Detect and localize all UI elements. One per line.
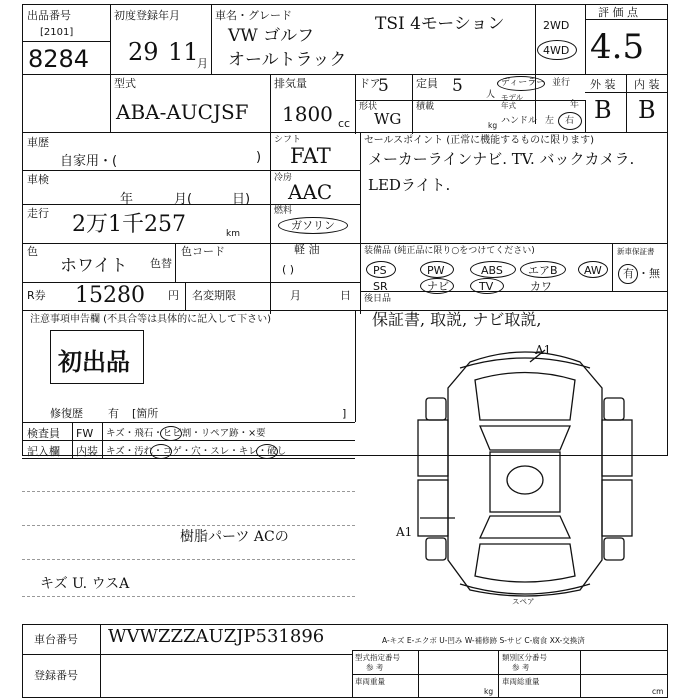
damage-legend: A-キズ E-エクボ U-凹み W-補修跡 S-サビ C-腐食 XX-交換済 — [382, 636, 585, 645]
inspection-month: 月( — [174, 192, 193, 207]
grid-line — [22, 74, 668, 75]
sales-points-label: セールスポイント (正常に機能するものに限ります) — [364, 135, 595, 146]
evaluation-score: 4.5 — [590, 27, 645, 67]
grid-line — [110, 4, 111, 132]
grid-line — [22, 41, 110, 42]
repair-value: 有 — [108, 407, 119, 420]
shape-value: WG — [374, 110, 402, 128]
type-designation-ref: 参 考 — [366, 663, 384, 672]
capacity-value: 5 — [452, 76, 463, 96]
grid-line — [412, 74, 413, 134]
aircon-label: 冷房 — [274, 173, 293, 183]
grid-line — [418, 650, 419, 698]
grid-line — [100, 624, 101, 698]
lot-label: 出品番号 — [27, 9, 71, 22]
model-year-unit: 年 — [570, 100, 580, 110]
remark-line1: 樹脂パーツ ACの — [180, 529, 289, 545]
exterior-grade: B — [594, 96, 612, 124]
grid-line — [612, 243, 613, 291]
mileage-label: 走行 — [27, 207, 49, 220]
grid-line — [355, 74, 356, 134]
grid-line — [22, 654, 352, 655]
grid-line — [22, 170, 360, 171]
equip-sr: SR — [373, 280, 388, 293]
vehicle-weight-label: 車両重量 — [355, 677, 385, 686]
name-change-label: 名変期限 — [192, 289, 236, 302]
drive-2wd: 2WD — [543, 19, 570, 32]
mileage-unit: km — [226, 229, 240, 239]
interior-grade: B — [638, 96, 656, 124]
vehicle-weight-unit: kg — [484, 687, 494, 696]
grid-line — [498, 650, 499, 698]
reg-number-label: 登録番号 — [34, 669, 78, 682]
equip-pw: PW — [427, 264, 445, 277]
gross-weight-unit: cm — [652, 687, 664, 696]
inspection-day: 日) — [232, 192, 251, 207]
lot-number: 8284 — [28, 45, 90, 73]
equip-leather: カワ — [530, 280, 552, 293]
model-year-label: モデル年式 — [501, 93, 524, 110]
remark-line — [22, 559, 355, 560]
accessories-value: 保証書, 取説, ナビ取説, — [372, 310, 542, 329]
notes-label: 注意事項申告欄 (不具合等は具体的に記入して下さい) — [30, 314, 271, 325]
remark-line — [22, 491, 355, 492]
lot-bracket: [2101] — [40, 27, 74, 38]
equip-tv: TV — [479, 280, 494, 293]
capacity-label: 定員 — [416, 77, 438, 90]
chassis-value: WVWZZZAUZJP531896 — [108, 626, 325, 647]
warranty-label: 新車保証書 — [617, 247, 655, 256]
category-label: 類別区分番号 — [502, 653, 547, 662]
vehicle-name-line2: オールトラック — [228, 50, 347, 70]
warranty-no: ・無 — [638, 267, 660, 280]
drive-4wd: 4WD — [543, 44, 570, 57]
vehicle-grade: TSI 4モーション — [375, 14, 505, 34]
fw-mark-circle — [160, 426, 182, 441]
color-repaint-label: 色替 — [150, 257, 172, 270]
doors-value: 5 — [378, 76, 389, 96]
history-value: 自家用・( — [60, 154, 118, 169]
registration-month-unit: 月 — [197, 57, 208, 70]
grid-line — [360, 243, 668, 244]
grid-line — [175, 243, 176, 282]
name-change-month: 月 — [290, 289, 301, 302]
fw-label: FW — [76, 427, 94, 440]
recycle-unit: 円 — [168, 289, 179, 302]
steering-left: 左 — [545, 116, 555, 126]
grid-line — [355, 310, 356, 422]
sales-points-line1: メーカーラインナビ. TV. バックカメラ. — [368, 150, 635, 168]
grid-line — [580, 650, 581, 698]
grid-line — [585, 4, 586, 74]
displacement-unit: cc — [338, 117, 351, 130]
fuel-other: ( ) — [282, 263, 295, 276]
recycle-label: R券 — [27, 289, 46, 302]
grid-line — [626, 74, 627, 132]
interior-label: 内 装 — [634, 78, 660, 91]
equipment-label: 装備品 (純正品に限り○をつけてください) — [364, 246, 535, 256]
sales-points-line2: LEDライト. — [368, 176, 451, 194]
grid-line — [211, 4, 212, 74]
chassis-label: 車台番号 — [34, 633, 78, 646]
aircon-value: AAC — [288, 180, 333, 204]
exterior-label: 外 装 — [590, 78, 616, 91]
recycle-value: 15280 — [75, 283, 145, 308]
name-change-day: 日 — [340, 289, 351, 302]
grid-line — [102, 422, 103, 458]
model-value: ABA-AUCJSF — [116, 100, 249, 124]
inspection-year: 年 — [120, 192, 134, 207]
remark-line2: キズ U. ウスA — [40, 576, 130, 592]
shift-label: シフト — [274, 135, 302, 145]
steering-right: 右 — [565, 116, 575, 126]
interior-mark-circle-1 — [150, 444, 172, 459]
grid-line — [585, 100, 586, 132]
import-parallel: 並行 — [552, 78, 571, 88]
warranty-yes: 有 — [623, 267, 634, 280]
spare-label: スペア — [512, 597, 535, 606]
grid-line — [360, 291, 668, 292]
displacement-label: 排気量 — [274, 77, 307, 90]
steering-label: ハンドル — [501, 116, 538, 126]
damage-mark-front: A1 — [535, 343, 552, 357]
grid-line — [185, 282, 186, 310]
doors-label: ドア — [359, 77, 381, 90]
history-close: ) — [256, 150, 262, 165]
category-ref: 参 考 — [512, 663, 530, 672]
capacity-unit: 人 — [486, 90, 496, 100]
grid-line — [22, 282, 360, 283]
color-value: ホワイト — [60, 256, 128, 276]
grid-line — [352, 674, 668, 675]
inspection-label: 車検 — [27, 173, 49, 186]
fuel-label: 燃料 — [274, 206, 293, 216]
vehicle-name-line1: VW ゴルフ — [228, 26, 315, 46]
loading-label: 積載 — [416, 102, 435, 112]
loading-unit: kg — [488, 121, 498, 130]
grid-line — [585, 19, 668, 20]
accessories-label: 後日品 — [364, 294, 392, 304]
repair-label: 修復歴 — [50, 407, 83, 420]
equip-airbag: エアB — [528, 264, 558, 277]
damage-mark-side: A1 — [396, 525, 413, 539]
fuel-diesel: 軽 油 — [294, 243, 320, 256]
vehicle-label: 車名・グレード — [215, 9, 292, 22]
interior-check-label: 内装 — [76, 445, 98, 458]
remark-line — [22, 596, 355, 597]
mileage-value: 2万1千257 — [72, 212, 186, 237]
repair-place: [箇所 — [132, 407, 159, 420]
model-label: 型式 — [114, 77, 136, 90]
import-dealer: ディーラー — [501, 78, 546, 88]
equip-aw: AW — [584, 264, 602, 277]
shift-value: FAT — [290, 144, 331, 168]
grid-line — [355, 100, 585, 101]
fuel-gasoline: ガソリン — [291, 219, 335, 232]
equip-ps: PS — [373, 264, 387, 277]
interior-mark-circle-2 — [256, 444, 278, 459]
grid-line — [352, 650, 668, 651]
evaluation-label: 評 価 点 — [598, 6, 638, 19]
color-code-label: 色コード — [181, 245, 225, 258]
grid-line — [72, 422, 73, 458]
registration-month: 11 — [168, 38, 199, 66]
grid-line — [360, 132, 361, 314]
grid-line — [22, 458, 355, 459]
equip-navi: ナビ — [427, 280, 449, 293]
color-label: 色 — [27, 245, 38, 258]
entry-label: 記入欄 — [27, 445, 60, 458]
grid-line — [22, 310, 668, 311]
grid-line — [535, 4, 536, 124]
car-damage-diagram — [380, 340, 670, 612]
registration-label: 初度登録年月 — [114, 9, 180, 22]
first-listing-stamp: 初出品 — [58, 348, 130, 376]
grid-line — [270, 74, 271, 314]
interior-items: キズ・汚れ・コゲ・穴・スレ・キレ・破し — [106, 446, 287, 457]
type-designation-label: 型式指定番号 — [355, 653, 400, 662]
history-label: 車歴 — [27, 136, 49, 149]
repair-close: ] — [342, 407, 347, 420]
equip-abs: ABS — [481, 264, 503, 277]
gross-weight-label: 車両総重量 — [502, 677, 540, 686]
registration-year: 29 — [128, 38, 159, 66]
fw-items: キズ・飛石・ヒビ割・リペア跡・×要 — [106, 428, 266, 439]
remark-line — [22, 525, 355, 526]
shape-label: 形状 — [359, 102, 378, 112]
grid-line — [22, 132, 668, 133]
inspector-label: 検査員 — [27, 427, 60, 440]
displacement-value: 1800 — [282, 102, 333, 126]
